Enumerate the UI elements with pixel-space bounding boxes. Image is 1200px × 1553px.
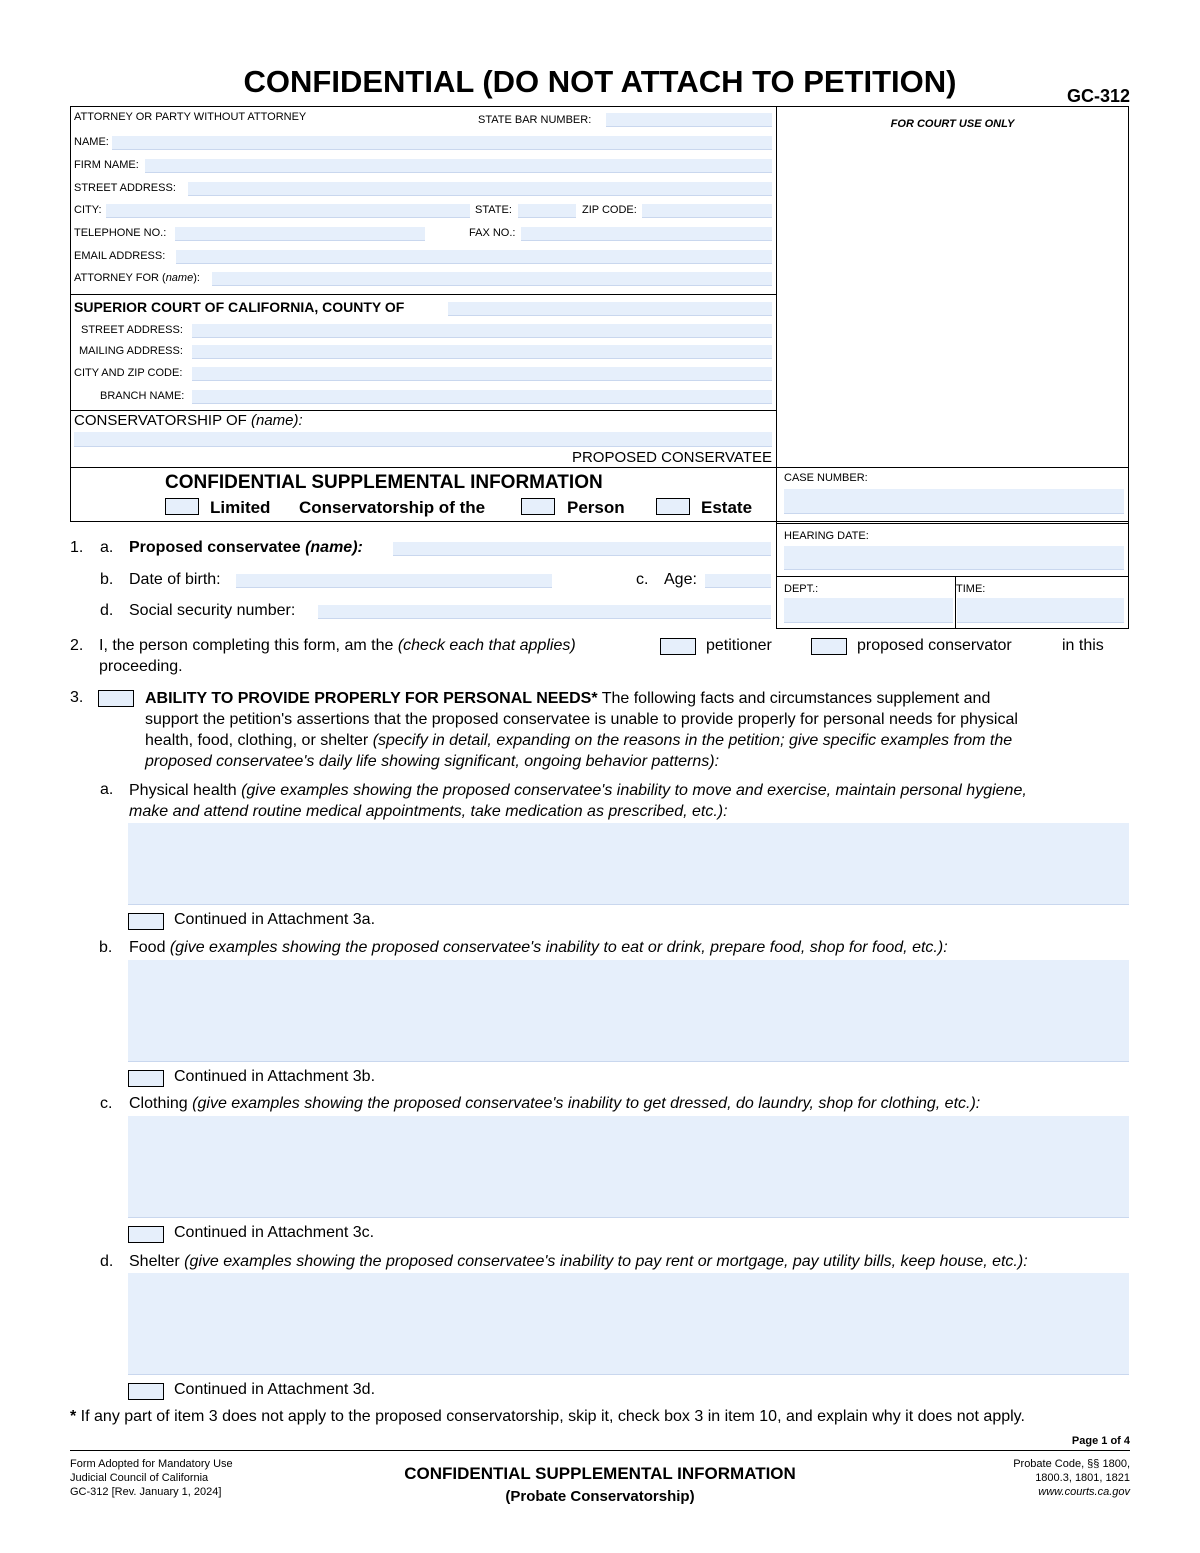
item1c-label: Age: [664, 571, 697, 588]
page-title: CONFIDENTIAL (DO NOT ATTACH TO PETITION) [243, 64, 957, 99]
footer-right-line2: 1800.3, 1801, 1821 [1035, 1472, 1130, 1484]
item3d-label [129, 1253, 1028, 1271]
item3a-letter: a. [100, 781, 114, 798]
court-heading: SUPERIOR COURT OF CALIFORNIA, COUNTY OF [74, 299, 405, 315]
footer-website-link[interactable]: www.courts.ca.gov [1038, 1486, 1130, 1498]
telephone-field[interactable] [175, 227, 425, 241]
state-label: STATE: [475, 204, 512, 216]
county-field[interactable] [448, 302, 772, 316]
case-number-label: CASE NUMBER: [784, 472, 868, 484]
right-column-bottom [776, 628, 1129, 629]
attorney-for-prefix: ATTORNEY FOR ( [74, 272, 166, 284]
court-street-field[interactable] [192, 324, 772, 338]
item1d-label: Social security number: [129, 602, 296, 619]
proposed-conservatee-caption: PROPOSED CONSERVATEE [571, 449, 772, 466]
item3-paragraph [145, 688, 1135, 772]
attachment-3a-label: Continued in Attachment 3a. [174, 911, 376, 928]
petitioner-label: petitioner [706, 637, 772, 654]
estate-label: Estate [701, 498, 753, 517]
firm-label: FIRM NAME: [74, 159, 139, 171]
court-street-label: STREET ADDRESS: [81, 324, 183, 336]
item3a-line1 [129, 780, 1139, 801]
item3-line1 [145, 688, 1135, 709]
item1a-label-text: Proposed conservatee [129, 539, 301, 556]
conservatorship-label [74, 412, 303, 429]
item2-in-this: in this [1062, 637, 1104, 654]
street-label: STREET ADDRESS: [74, 182, 176, 194]
fax-field[interactable] [521, 227, 772, 241]
item3-checkbox[interactable] [98, 690, 134, 707]
item1a-letter: a. [100, 539, 114, 556]
item3-line3a: health, food, clothing, or shelter [145, 732, 373, 749]
item3c-hint: (give examples showing the proposed conservatee's inability to get dressed, do laundry, shop for clothing, etc.): [192, 1095, 981, 1112]
email-label: EMAIL ADDRESS: [74, 250, 166, 262]
item1b-letter: b. [100, 571, 114, 588]
time-label: TIME: [956, 583, 986, 595]
item3d-label-text: Shelter [129, 1253, 185, 1270]
date-of-birth-field[interactable] [236, 574, 552, 588]
court-mailing-label: MAILING ADDRESS: [79, 345, 183, 357]
right-column-border [1128, 466, 1129, 629]
attachment-3c-checkbox[interactable] [128, 1226, 164, 1243]
attachment-3b-label: Continued in Attachment 3b. [174, 1068, 376, 1085]
item3c-label [129, 1095, 980, 1113]
person-label: Person [567, 498, 625, 517]
item3-heading: ABILITY TO PROVIDE PROPERLY FOR PERSONAL NEEDS* [145, 690, 598, 707]
item3b-hint: (give examples showing the proposed conservatee's inability to eat or drink, prepare food, shop for food, etc.): [169, 939, 948, 956]
item3-line3b: (specify in detail, expanding on the reasons in the petition; give specific examples from the [372, 732, 1013, 749]
attorney-for-label [74, 272, 200, 284]
footer-right-line1: Probate Code, §§ 1800, [1013, 1458, 1130, 1470]
court-use-label: FOR COURT USE ONLY [890, 118, 1015, 130]
item3a-hint1: (give examples showing the proposed conservatee's inability to move and exercise, maintain personal hygiene, [241, 782, 1027, 799]
item2-hint: (check each that applies) [397, 637, 576, 654]
conservatorship-of-the-label: Conservatorship of the [299, 498, 486, 517]
time-field[interactable] [957, 598, 1124, 623]
telephone-label: TELEPHONE NO.: [74, 227, 167, 239]
limited-label: Limited [210, 498, 271, 517]
item3d-letter: d. [100, 1253, 114, 1270]
petitioner-checkbox[interactable] [660, 638, 696, 655]
item2-proceeding: proceeding. [99, 658, 183, 675]
item3-number: 3. [70, 689, 84, 706]
footer-right [1013, 1457, 1130, 1499]
footnote-star: * [70, 1408, 77, 1425]
name-label: NAME: [74, 136, 109, 148]
item2-text-main: I, the person completing this form, am the [99, 637, 394, 654]
city-label: CITY: [74, 204, 102, 216]
item2-text [99, 637, 576, 655]
footer-rule [70, 1450, 1130, 1451]
dept-field[interactable] [784, 598, 953, 623]
court-cityzip-label: CITY AND ZIP CODE: [74, 367, 183, 379]
item3a-label-text: Physical health [129, 782, 242, 799]
hearing-date-field[interactable] [784, 546, 1124, 570]
attachment-3c-label: Continued in Attachment 3c. [174, 1224, 375, 1241]
email-field[interactable] [176, 250, 772, 264]
street-field[interactable] [188, 182, 772, 196]
zip-field[interactable] [642, 204, 772, 218]
person-checkbox[interactable] [521, 498, 555, 515]
attorney-for-suffix: ): [193, 272, 200, 284]
case-number-divider [776, 523, 1129, 524]
item3b-label [129, 939, 948, 957]
page-number: Page 1 of 4 [1071, 1435, 1130, 1447]
item3-text1: The following facts and circumstances supplement and [597, 690, 991, 707]
attachment-3a-checkbox[interactable] [128, 913, 164, 930]
ssn-field[interactable] [318, 605, 771, 619]
item1-number: 1. [70, 539, 84, 556]
name-field[interactable] [112, 136, 772, 150]
item1d-letter: d. [100, 602, 114, 619]
attorney-for-field[interactable] [212, 272, 772, 286]
shelter-textarea[interactable] [128, 1273, 1129, 1375]
attorney-heading: ATTORNEY OR PARTY WITHOUT ATTORNEY [74, 111, 307, 123]
attachment-3b-checkbox[interactable] [128, 1070, 164, 1087]
item3-line4: proposed conservatee's daily life showing significant, ongoing behavior patterns): [145, 753, 720, 770]
food-textarea[interactable] [128, 960, 1129, 1062]
item3c-letter: c. [100, 1095, 113, 1112]
item2-number: 2. [70, 637, 84, 654]
footnote-text: If any part of item 3 does not apply to the proposed conservatorship, skip it, check box 3 in item 10, and explain why it does not apply. [76, 1408, 1025, 1425]
firm-field[interactable] [145, 159, 772, 173]
fax-label: FAX NO.: [469, 227, 516, 239]
footer-subtitle: (Probate Conservatorship) [505, 1488, 695, 1505]
clothing-textarea[interactable] [128, 1116, 1129, 1218]
state-field[interactable] [518, 204, 576, 218]
age-field[interactable] [705, 574, 771, 588]
item3b-label-text: Food [129, 939, 170, 956]
proposed-conservator-checkbox[interactable] [811, 638, 847, 655]
court-branch-field[interactable] [192, 390, 772, 404]
conservatorship-of: CONSERVATORSHIP OF [74, 412, 247, 429]
court-cityzip-field[interactable] [192, 367, 772, 381]
state-bar-field[interactable] [606, 113, 772, 127]
physical-health-textarea[interactable] [128, 823, 1129, 905]
item3c-label-text: Clothing [129, 1095, 193, 1112]
limited-checkbox[interactable] [165, 498, 199, 515]
attachment-3d-label: Continued in Attachment 3d. [174, 1381, 376, 1398]
conservatorship-name-hint: (name): [251, 412, 303, 429]
footnote [70, 1408, 1140, 1426]
item3d-hint: (give examples showing the proposed conservatee's inability to pay rent or mortgage, pay utility bills, keep house, etc.): [184, 1253, 1028, 1270]
case-number-field[interactable] [784, 489, 1124, 514]
court-branch-label: BRANCH NAME: [100, 390, 185, 402]
item3a-hint2: make and attend routine medical appointments, take medication as prescribed, etc.): [129, 803, 728, 820]
proposed-conservator-label: proposed conservator [857, 637, 1012, 654]
zip-label: ZIP CODE: [582, 204, 637, 216]
item3-line2: support the petition's assertions that the proposed conservatee is unable to provide properly for personal needs for physical [145, 711, 1018, 728]
footer-left-line1: Form Adopted for Mandatory Use [70, 1458, 233, 1470]
footer-left [70, 1457, 233, 1499]
dept-label: DEPT.: [784, 583, 819, 595]
hearing-date-divider [776, 576, 1129, 577]
form-title: CONFIDENTIAL SUPPLEMENTAL INFORMATION [165, 472, 603, 493]
item3b-letter: b. [99, 939, 113, 956]
caption-divider-vertical [776, 106, 777, 629]
court-mailing-field[interactable] [192, 345, 772, 359]
proposed-conservatee-name-field[interactable] [393, 542, 771, 556]
form-number: GC-312 [1066, 86, 1130, 106]
item1c-letter: c. [636, 571, 649, 588]
conservatorship-name-field[interactable] [74, 432, 772, 447]
item1a-hint: (name): [305, 539, 363, 556]
hearing-date-label: HEARING DATE: [784, 530, 869, 542]
attachment-3d-checkbox[interactable] [128, 1383, 164, 1400]
state-bar-label: STATE BAR NUMBER: [478, 114, 592, 126]
footer-left-line3: GC-312 [Rev. January 1, 2024] [70, 1486, 222, 1498]
item3a-label [129, 780, 1139, 822]
conservatorship-divider [70, 467, 1129, 468]
court-block-divider [70, 410, 777, 411]
item1a-label [129, 539, 363, 557]
estate-checkbox[interactable] [656, 498, 690, 515]
item1b-label: Date of birth: [129, 571, 221, 588]
city-field[interactable] [106, 204, 470, 218]
attorney-for-name-hint: name [165, 272, 194, 284]
footer-title: CONFIDENTIAL SUPPLEMENTAL INFORMATION [404, 1464, 796, 1483]
attorney-block-divider [70, 294, 777, 295]
item3-line3 [145, 730, 1135, 751]
footer-left-line2: Judicial Council of California [70, 1472, 209, 1484]
